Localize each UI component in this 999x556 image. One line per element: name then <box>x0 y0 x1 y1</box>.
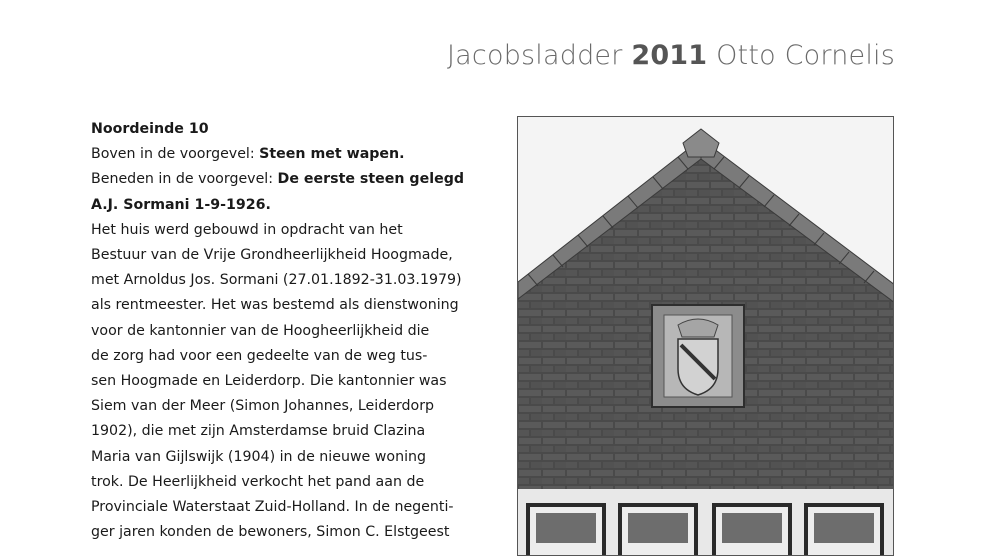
paragraph-line: Bestuur van de Vrije Grondheerlijkheid Hoogmade, <box>91 247 453 264</box>
header-year: 2011 <box>631 40 708 71</box>
facade-top-line: Boven in de voorgevel: Steen met wapen. <box>91 146 405 163</box>
paragraph-line: de zorg had voor een gedeelte van de weg tus- <box>91 347 428 364</box>
paragraph-line: Siem van der Meer (Simon Johannes, Leiderdorp <box>91 398 435 415</box>
header-title-post: Otto Cornelis <box>716 40 895 71</box>
paragraph-line: Maria van Gijlswijk (1904) in de nieuwe woning <box>91 448 427 465</box>
paragraph-line: trok. De Heerlijkheid verkocht het pand aan de <box>91 473 425 490</box>
paragraph-line: voor de kantonnier van de Hoogheerlijkheid die <box>91 322 430 339</box>
paragraph-line: Provinciale Waterstaat Zuid-Holland. In de negenti- <box>91 499 454 516</box>
house-gable-photo <box>517 116 894 556</box>
facade-bottom-line-cont: A.J. Sormani 1-9-1926. <box>91 196 271 213</box>
paragraph-line: sen Hoogmade en Leiderdorp. Die kantonnier was <box>91 373 447 390</box>
paragraph-line: als rentmeester. Het was bestemd als dienstwoning <box>91 297 459 314</box>
page-header <box>447 40 895 71</box>
article-heading: Noordeinde 10 <box>91 121 209 137</box>
article-text <box>91 117 481 545</box>
paragraph-line: 1902), die met zijn Amsterdamse bruid Clazina <box>91 423 426 440</box>
paragraph-line: met Arnoldus Jos. Sormani (27.01.1892-31.03.1979) <box>91 272 462 289</box>
facade-bottom-line: Beneden in de voorgevel: De eerste steen gelegd <box>91 171 465 188</box>
header-title-pre: Jacobsladder <box>447 40 623 71</box>
paragraph-line: ger jaren konden de bewoners, Simon C. Elstgeest <box>91 524 450 541</box>
paragraph-line: Het huis werd gebouwd in opdracht van het <box>91 221 403 238</box>
